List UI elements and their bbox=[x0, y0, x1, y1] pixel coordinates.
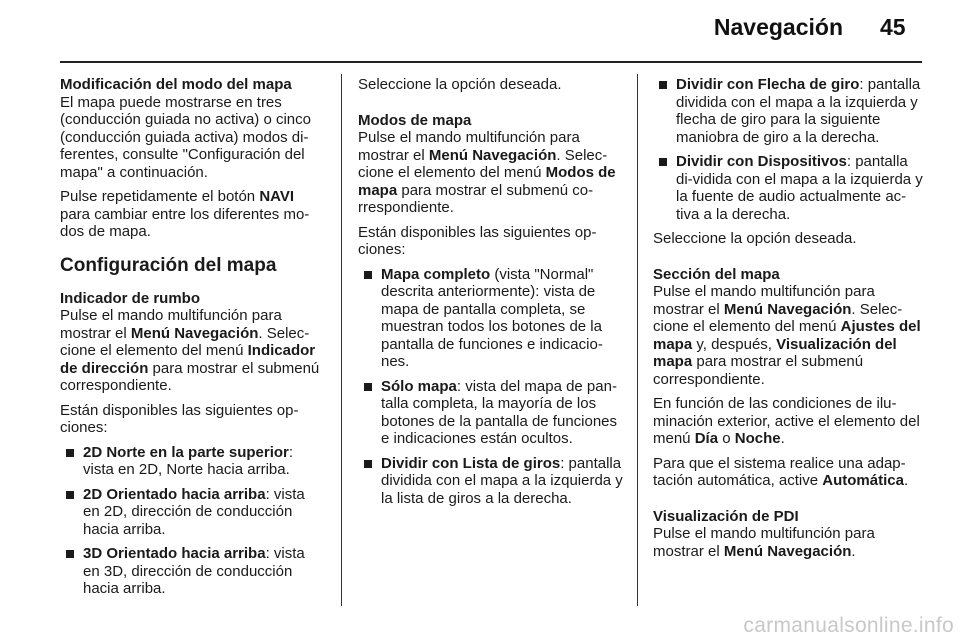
subheading-modos-mapa: Modos de mapa bbox=[358, 111, 472, 129]
list-item: Dividir con Dispositivos: pantalla di-vidida con el mapa a la izquierda y la fuente de audio actualmente ac-tiva a la derecha. bbox=[659, 153, 923, 223]
bullet-icon bbox=[364, 383, 372, 391]
paragraph: Pulse el mando multifunción para mostrar el Menú Navegación. Selec-cione el elemento del menú Ajustes del mapa y, después, Visualización del mapa para mostrar el submenú correspondiente. bbox=[653, 283, 921, 388]
column-3 bbox=[653, 76, 923, 560]
header-divider bbox=[60, 61, 922, 63]
bullet-icon bbox=[66, 491, 74, 499]
list-item: 3D Orientado hacia arriba: vista en 3D, dirección de conducción hacia arriba. bbox=[66, 545, 325, 598]
list-item: Mapa completo (vista "Normal" descrita anteriormente): vista de mapa de pantalla completa, se muestran todos los botones de la pantalla de funciones e indicacio-nes. bbox=[364, 266, 623, 371]
column-2 bbox=[358, 76, 623, 514]
paragraph: Pulse el mando multifunción para mostrar el Menú Navegación. bbox=[653, 525, 875, 560]
bullet-icon bbox=[364, 271, 372, 279]
paragraph: El mapa puede mostrarse en tres (conducción guiada no activa) o cinco (conducción guiada activa) modos di-ferentes, consulte "Configuración del mapa" a continuación. bbox=[60, 93, 311, 181]
options-list bbox=[653, 76, 923, 223]
page-title: Navegación bbox=[713, 14, 843, 40]
paragraph: Seleccione la opción deseada. bbox=[653, 230, 857, 247]
paragraph: Están disponibles las siguientes op-ciones: bbox=[358, 223, 597, 258]
paragraph: Pulse el mando multifunción para mostrar el Menú Navegación. Selec-cione el elemento del menú Modos de mapa para mostrar el submenú co-rrespondiente. bbox=[358, 129, 616, 216]
list-item: 2D Norte en la parte superior: vista en 2D, Norte hacia arriba. bbox=[66, 444, 325, 479]
column-divider bbox=[637, 74, 638, 606]
bullet-icon bbox=[66, 550, 74, 558]
paragraph: Pulse repetidamente el botón NAVI para cambiar entre los diferentes mo-dos de mapa. bbox=[60, 188, 310, 240]
bullet-icon bbox=[364, 460, 372, 468]
subheading-seccion-mapa: Sección del mapa bbox=[653, 265, 780, 283]
list-item: Dividir con Flecha de giro: pantalla dividida con el mapa a la izquierda y flecha de giro para la siguiente maniobra de giro a la derecha. bbox=[659, 76, 923, 146]
subheading-modo-mapa: Modificación del modo del mapa bbox=[60, 76, 292, 93]
paragraph: En función de las condiciones de ilu-minación exterior, active el elemento del menú Día o Noche. bbox=[653, 395, 920, 447]
paragraph: Están disponibles las siguientes op-ciones: bbox=[60, 401, 299, 436]
paragraph: Pulse el mando multifunción para mostrar el Menú Navegación. Selec-cione el elemento del menú Indicador de dirección para mostrar el submenú correspondiente. bbox=[60, 307, 320, 394]
paragraph: Seleccione la opción deseada. bbox=[358, 76, 562, 93]
subheading-visualizacion-pdi: Visualización de PDI bbox=[653, 507, 799, 525]
options-list bbox=[60, 444, 325, 598]
bullet-icon bbox=[659, 158, 667, 166]
bullet-icon bbox=[66, 449, 74, 457]
list-item: Dividir con Lista de giros: pantalla dividida con el mapa a la izquierda y la lista de giros a la derecha. bbox=[364, 455, 623, 508]
section-heading: Configuración del mapa bbox=[60, 254, 277, 276]
watermark: carmanualsonline.info bbox=[743, 614, 954, 637]
subheading-indicador-rumbo: Indicador de rumbo bbox=[60, 289, 201, 307]
options-list bbox=[358, 266, 623, 508]
list-item: 2D Orientado hacia arriba: vista en 2D, dirección de conducción hacia arriba. bbox=[66, 486, 325, 539]
paragraph: Para que el sistema realice una adap-tación automática, active Automática. bbox=[653, 454, 909, 489]
bullet-icon bbox=[659, 81, 667, 89]
list-item: Sólo mapa: vista del mapa de pan-talla completa, la mayoría de los botones de la pantalla de funciones e indicaciones están ocultos. bbox=[364, 378, 623, 448]
page-number: 45 bbox=[880, 14, 906, 40]
column-divider bbox=[341, 74, 342, 606]
column-1 bbox=[60, 76, 325, 605]
